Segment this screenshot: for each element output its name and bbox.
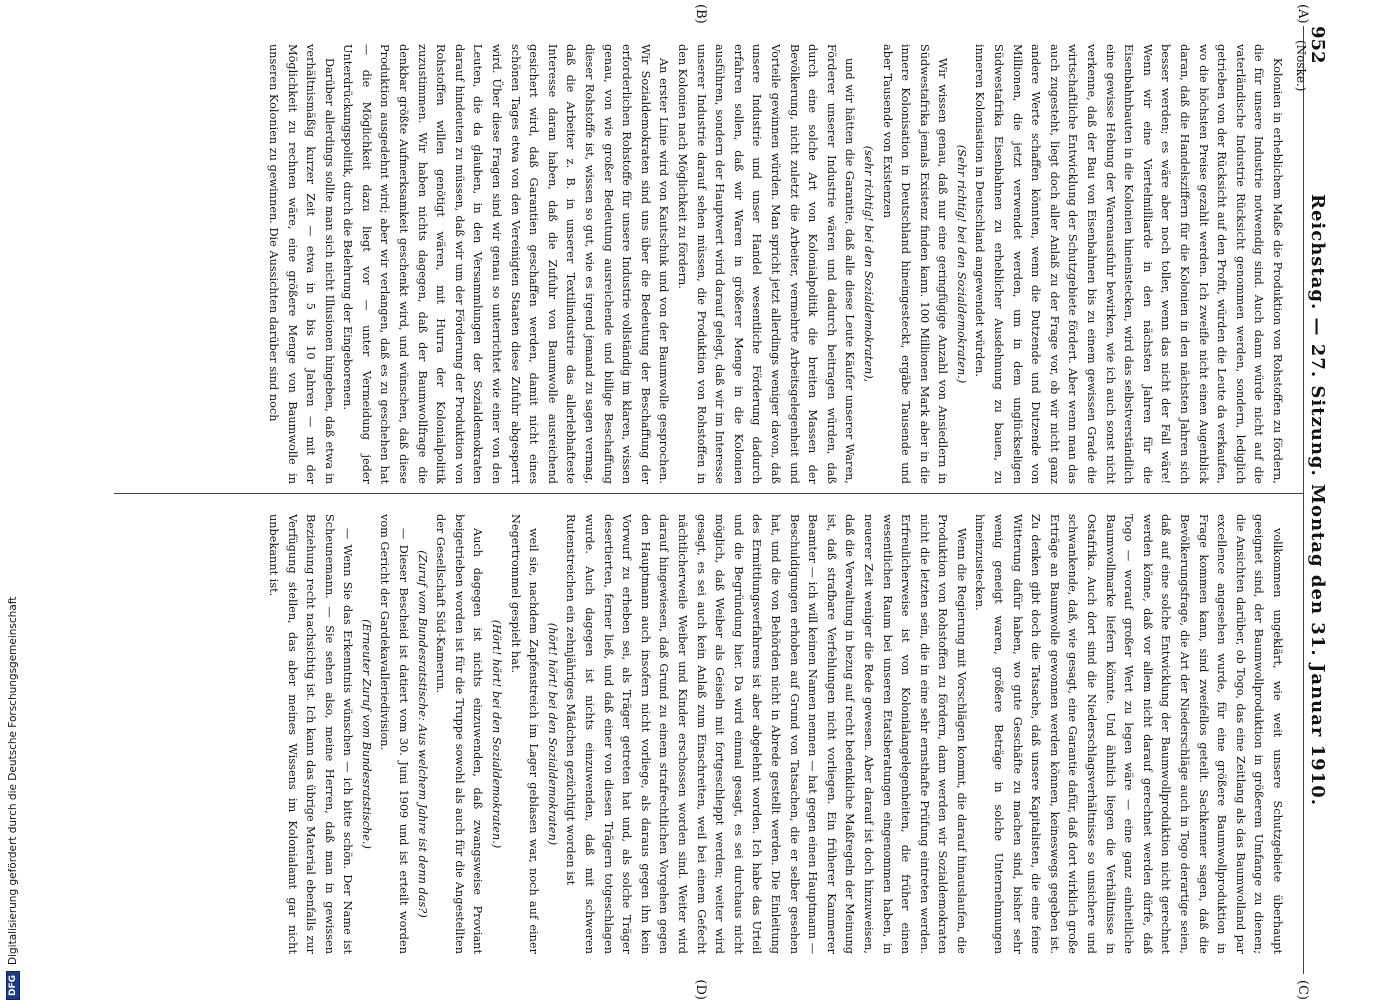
interjection-paragraph: (Sehr richtig! bei den Sozialdemokraten.) bbox=[954, 144, 968, 384]
speech-paragraph: Wenn die Regierung mit Vorschlägen kommt, die darauf hinauslaufen, die Produktion von Rohstoffen zu fördern, dann werden wir Sozialdemokraten nicht die letzten sein, die in eine sehr ernsthafte Prüfung eintreten werden. Erfreulicherweise ist von Kolonialangelegenheiten, die früher einen wesentlichen Raum bei unseren Etatsberatungen eingenommen haben, in neuerer Zeit weniger die Rede gewesen. Aber darauf ist doch hinzuweisen, daß die Verwaltung in bezug auf recht bedenkliche Maßregeln der Meinung ist, daß strafbare Verfehlungen nicht vorliegen. Ein früherer Kammerer Beamter — ich will keinen Namen nennen — hat gegen einen Hauptmann — Beschuldigungen erhoben auf Grund von Tatsachen, die er selber gesehen hat, und die von Behörden nicht in Abrede gestellt werden. Die Einleitung des Ermittlungsverfahrens ist aber abgelehnt worden. Ich habe das Urteil und die Begründung hier. Da wird einmal gesagt, es sei durchaus nicht möglich, daß Weiber als Geiseln mit fortgeschleppt werden; weiter wird gesagt, es sei auch kein Anlaß zum Einschreiten, weil bei einem Gefecht nächtlicherweile Weiber und Kinder erschossen worden sind. Weiter wird darauf hingewiesen, daß Grund zu einem strafrechtlichen Vorgehen gegen den Hauptmann auch insofern nicht vorliege, als daraus gegen ihn kein Vorwurf zu erheben sei, als Träger getreten hat und, als solche Träger desertierten, ferner ließ, und daß einer von diesen Trägern totgeschlagen wurde. Auch dagegen ist nichts einzuwenden, daß mit schweren Rutenstreichen ein zehnjähriges Mädchen gezüchtigt worden ist bbox=[564, 514, 968, 954]
page-number: 952 bbox=[1307, 26, 1328, 64]
footer-credit-text: Digitalisierung gefördert durch die Deutsche Forschungsgemeinschaft bbox=[7, 596, 19, 965]
interjection-paragraph: (sehr richtig! bei den Sozialdemokraten), bbox=[861, 145, 875, 383]
margin-marker-d: (D) bbox=[693, 979, 708, 1000]
margin-marker-c: (C) bbox=[1295, 979, 1310, 1000]
rotated-document-page bbox=[84, 0, 1344, 1000]
speech-paragraph: weil sie, nachdem Zapfenstreich im Lager geblasen war, noch auf einer Negertrommel gespielt hat. bbox=[508, 514, 541, 954]
right-text-column bbox=[116, 514, 1286, 954]
interjection-paragraph: (Erneuter Zuruf vom Bundesratstische.) bbox=[359, 619, 373, 849]
speech-paragraph: — Dieser Bescheid ist datiert vom 30. Juni 1909 und ist erteilt worden vom Gericht der Gardekavalleriedivision. bbox=[378, 514, 411, 954]
page-title: Reichstag. — 27. Sitzung. Montag den 31. Januar 1910. bbox=[1307, 194, 1328, 806]
speech-paragraph: — Wenn Sie das Erkenntnis wünschen — ich bitte schön. Der Name ist Scheunemann. — Sie sehen also, meine Herren, daß man in gewissen Beziehung recht nachsichtig ist. Ich kann das übrige Material ebenfalls zur Verfügung stellen, das aber meines Wissens im Kolonialamt gar nicht unbekannt ist. bbox=[266, 514, 355, 954]
page-header bbox=[1303, 26, 1334, 974]
speech-paragraph: Kolonien in erheblichem Maße die Produktion von Rohstoffen zu fördern, die für unsere Industrie notwendig sind. Auch dann würde nicht auf die vaterländische Industrie Rücksicht genommen werden, sondern, lediglich getrieben von der Rücksicht auf den Profit, würden die Leute da verkaufen, wo die höchsten Preise gezahlt werden. Ich zweifle nicht einen Augenblick daran, daß die Handelsziffern für die Kolonien in den nächsten Jahren sich besser werden; es wäre aber noch toller, wenn das nicht der Fall wäre! Wenn wir eine Viertelmilliarde in den nächsten Jahren für die Eisenbahnbauten in die Kolonien hineinstecken, wird das selbstverständlich eine gewisse Hebung der Warenausfuhr bewirken, wie ich auch sonst nicht verkenne, daß der Bau von Eisenbahnen bis zu einem gewissen Grade die wirtschaftliche Entwicklung der Schutzgebiete fördert. Aber wenn man das auch zugesteht, liegt doch aller Anlaß zu der Frage vor, ob wir nicht ganz andere Werte schaffen könnten, wenn die Dutzende und Dutzende von Millionen, die jetzt verwendet werden, um in dem unglückseligen Südwestafrika Eisenbahnen zu erheblicher Ausdehnung zu bauen, zu inneren Kolonisation in Deutschland angewendet würden. bbox=[973, 44, 1284, 484]
speech-paragraph: An erster Linie wird von Kautschuk und von der Baumwolle gesprochen. Wir Sozialdemokraten sind uns über die Bedeutung der Beschaffung der erforderlichen Rohstoffe für unsere Industrie vollständig im klaren, wissen genau, von wie großer Bedeutung ausreichende und billige Beschaffung dieser Rohstoffe ist, wissen so gut, wie es irgend jemand zu sagen vermag, daß die Arbeiter z. B. in unserer Textilindustrie das allerlebhafteste Interesse daran haben, daß die Zufuhr von Baumwolle ausreichend gesichert wird, daß Garantien geschaffen werden, damit nicht eines schönen Tages etwa von den Vereinigten Staaten diese Zufuhr abgesperrt wird. Über diese Fragen sind wir genau so unterrichtet wie einer von den Leuten, die da glauben, in den Versammlungen der Sozialdemokraten darauf hindeuten zu müssen, daß wir um der Förderung der Produktion von Rohstoffen willen genötigt wären, mit Hurra der Kolonialpolitik zuzustimmen. Wir haben nichts dagegen, daß der Baumwollfrage die denkbar größte Aufmerksamkeit geschenkt wird, und wünschen, daß diese Produktion ausgedehnt wird; aber wir verlangen, daß es zu geschehen hat — die Möglichkeit dazu liegt vor — unter Vermeidung jeder Unterdrückungspolitik, durch die Belehrung der Eingeborenen. bbox=[341, 44, 671, 484]
interjection-paragraph: (Zuruf vom Bundesratstische: Aus welchem Jahre ist denn das?) bbox=[415, 550, 429, 918]
digitization-footer bbox=[6, 597, 20, 1000]
margin-marker-a: (A) bbox=[1295, 4, 1310, 24]
interjection-paragraph: (Hört! hört! bei den Sozialdemokraten.) bbox=[490, 619, 504, 849]
speech-paragraph: vollkommen ungeklärt, wie weit unsere Schutzgebiete überhaupt geeignet sind, der Baumwollproduktion in größerem Umfange zu dienen; die Ansichten darüber, ob Togo, das eine Zeitlang als das Baumwolland par excellence angesehen wurde, für eine größere Baumwollproduktion in Frage kommen kann, sind zweifellos geteilt. Sachkenner sagen, daß die Bevölkerungsfrage, die Art der Niederschläge auch in Togo derartige seien, daß auf eine solche Entwicklung der Baumwollproduktion nicht gerechnet werden könne, daß vor allem nicht darauf gerechnet werden dürfe, daß Togo — worauf großer Wert zu legen wäre — eine ganz einheitliche Baumwollmarke liefern könnte. Und ähnlich liegen die Verhältnisse in Ostafrika. Auch dort sind die Niederschlagsverhältnisse so unsichere und schwankende, daß, wie gesagt, eine Garantie dafür, daß dort wirklich große Erträge an Baumwolle gewonnen werden können, keineswegs gegeben ist. Zu denken gibt doch die Tatsache, daß unsere Kapitalisten, die eine feine Witterung dafür haben, wo gute Geschäfte zu machen sind, bisher sehr wenig geneigt waren, größere Beträge in solche Unternehmungen hineinzustecken. bbox=[973, 514, 1284, 954]
speaker-name: (Noske.) bbox=[1294, 40, 1308, 92]
margin-marker-b: (B) bbox=[693, 4, 708, 24]
speech-paragraph: Auch dagegen ist nichts einzuwenden, daß zwangsweise Proviant beigetrieben worden ist für die Truppe sowohl als auch für die Angestellten der Gesellschaft Süd-Kamerun. bbox=[434, 514, 485, 954]
speech-paragraph: Darüber allerdings sollte man sich nicht Illusionen hingeben, daß etwa in verhältnismäßig kurzer Zeit — etwa in 5 bis 10 Jahren — mit der Möglichkeit zu rechnen wäre, eine größere Menge von Baumwolle in unseren Kolonien zu gewinnen. Die Aussichten darüber sind noch bbox=[266, 44, 336, 484]
interjection-paragraph: (hört! hört! bei den Sozialdemokraten) bbox=[545, 622, 559, 846]
left-text-column bbox=[116, 44, 1286, 484]
speech-paragraph: Wir wissen genau, daß nur eine geringfügige Anzahl von Ansiedlern in Südwestafrika jemals Existenz finden kann. 100 Millionen Mark aber in die innere Kolonisation in Deutschland hineingesteckt, ergäbe Tausende und aber Tausende von Existenzen bbox=[880, 44, 950, 484]
column-divider bbox=[114, 493, 1304, 494]
speech-paragraph: und wir hätten die Garantie, daß alle diese Leute Käufer unserer Waren, Förderer unserer Industrie wären und dadurch beitragen würden, daß durch eine solche Art von Kolonialpolitik die breiten Massen der Bevölkerung, nicht zuletzt die Arbeiter, vermehrte Arbeitsgelegenheit und Vorteile gewinnen würden. Man spricht jetzt allerdings weniger davon, daß unsere Industrie und unser Handel wesentliche Förderung dadurch erfahren sollen, daß wir Waren in größerer Menge in die Kolonien ausführen, sondern der Hauptwert wird darauf gelegt, daß wir im Interesse unserer Industrie darauf sehen müssen, die Produktion von Rohstoffen in den Kolonien nach Möglichkeit zu fördern. bbox=[676, 44, 857, 484]
dfg-logo: DFG bbox=[6, 971, 20, 1000]
